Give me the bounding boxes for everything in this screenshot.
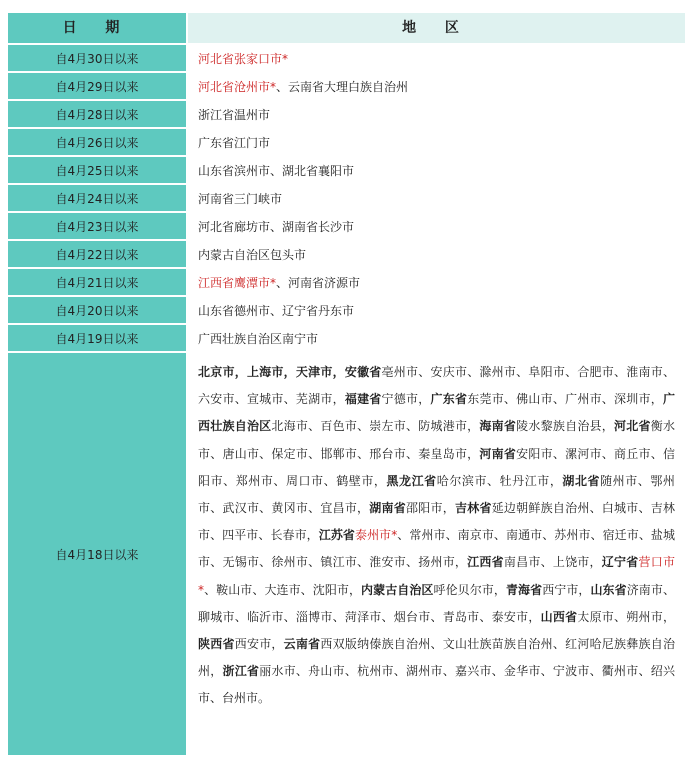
region-text: 内蒙古自治区 xyxy=(361,582,434,597)
region-text: 江苏省 xyxy=(318,528,355,543)
region-text: 丽水市、舟山市、杭州市、湖州市、嘉兴市、金华市、宁波市、衢州市、绍兴市、台州市。 xyxy=(198,664,675,706)
region-text: 北京市，上海市，天津市，安徽省 xyxy=(198,365,382,379)
region-cell xyxy=(188,129,685,155)
date-cell: 自4月29日以来 xyxy=(8,73,188,99)
region-column-header: 地 区 xyxy=(188,13,685,43)
table-row xyxy=(8,239,685,267)
region-text: 广东省江门市 xyxy=(198,135,271,150)
region-text: 邵阳市， xyxy=(406,501,455,516)
region-text: 青海省 xyxy=(505,582,543,597)
region-cell xyxy=(188,157,685,183)
region-text: 陵水黎族自治县， xyxy=(516,419,615,434)
region-text: 河北省廊坊市、湖南省长沙市 xyxy=(198,219,355,234)
region-text: 河北省张家口市* xyxy=(198,51,289,66)
table-row xyxy=(8,99,685,127)
region-text: 云南省 xyxy=(283,637,321,652)
region-text: 黑龙江省 xyxy=(386,473,437,488)
region-cell xyxy=(188,297,685,323)
region-table xyxy=(8,13,685,755)
region-text: 辽宁省 xyxy=(601,555,639,570)
region-text: 内蒙古自治区包头市 xyxy=(198,247,307,262)
region-text: 江西省 xyxy=(467,555,504,570)
region-text: 西安市， xyxy=(234,637,284,652)
date-cell: 自4月24日以来 xyxy=(8,185,188,211)
region-text: 广东省 xyxy=(430,392,468,407)
date-cell: 自4月20日以来 xyxy=(8,297,188,323)
table-row xyxy=(8,323,685,351)
date-cell: 自4月19日以来 xyxy=(8,325,188,351)
region-text: 河北省 xyxy=(614,419,651,434)
region-text: 济南市、聊城市、临沂市、淄博市、菏泽市、烟台市、青岛市、泰安市， xyxy=(198,582,675,624)
region-cell xyxy=(188,269,685,295)
table-row xyxy=(8,267,685,295)
date-cell: 自4月26日以来 xyxy=(8,129,188,155)
region-text: 陕西省 xyxy=(198,637,235,652)
table-row xyxy=(8,183,685,211)
region-text: 浙江省温州市 xyxy=(198,107,271,122)
region-cell xyxy=(188,45,685,71)
region-cell xyxy=(188,325,685,351)
region-text: 衡水市、唐山市、保定市、邯郸市、邢台市、秦皇岛市， xyxy=(198,419,675,461)
region-text: 山东省德州市、辽宁省丹东市 xyxy=(198,303,355,318)
table-row xyxy=(8,295,685,323)
region-text: 河南省 xyxy=(479,446,517,461)
date-cell: 自4月18日以来 xyxy=(8,353,188,755)
region-text: 东莞市、佛山市、广州市、深圳市， xyxy=(467,392,663,407)
region-cell xyxy=(188,241,685,267)
region-text: 广西壮族自治区南宁市 xyxy=(198,331,319,346)
table-header xyxy=(8,13,685,43)
region-cell xyxy=(188,185,685,211)
region-text: 延边朝鲜族自治州、白城市、吉林市、四平市、长春市， xyxy=(198,501,675,543)
region-text: 南昌市、上饶市， xyxy=(503,555,602,570)
region-text: 福建省 xyxy=(344,392,382,407)
region-text: 西宁市， xyxy=(542,582,591,597)
region-text: 呼伦贝尔市， xyxy=(433,582,506,597)
region-text: 、鞍山市、大连市、沈阳市， xyxy=(204,582,362,597)
region-text: 、河南省济源市 xyxy=(276,275,361,290)
region-text: 吉林省 xyxy=(454,501,492,516)
region-cell xyxy=(188,213,685,239)
date-cell: 自4月22日以来 xyxy=(8,241,188,267)
date-cell: 自4月30日以来 xyxy=(8,45,188,71)
table-row xyxy=(8,155,685,183)
region-text: 湖南省 xyxy=(369,501,407,516)
region-text: 营口市* xyxy=(198,555,675,597)
region-text: 太原市、朔州市， xyxy=(577,609,675,624)
table-row xyxy=(8,211,685,239)
region-cell xyxy=(188,73,685,99)
region-text: 、云南省大理白族自治州 xyxy=(276,79,409,94)
region-text: 浙江省 xyxy=(222,664,260,679)
region-text: 宁德市， xyxy=(381,392,431,407)
date-cell: 自4月25日以来 xyxy=(8,157,188,183)
region-text: 哈尔滨市、牡丹江市， xyxy=(436,473,563,488)
table-row xyxy=(8,43,685,71)
region-text: 山东省滨州市、湖北省襄阳市 xyxy=(198,163,355,178)
region-text: 泰州市* xyxy=(355,528,398,543)
date-column-header: 日 期 xyxy=(8,13,188,43)
date-cell: 自4月21日以来 xyxy=(8,269,188,295)
table-row xyxy=(8,351,685,755)
region-text: 河南省三门峡市 xyxy=(198,191,283,206)
region-cell xyxy=(188,353,685,755)
table-row xyxy=(8,127,685,155)
region-text: 北海市、百色市、崇左市、防城港市， xyxy=(271,419,480,434)
region-text: 山西省 xyxy=(540,609,578,624)
region-text: 、常州市、南京市、南通市、苏州市、宿迁市、盐城市、无锡市、徐州市、镇江市、淮安市、扬州市， xyxy=(198,528,675,570)
region-text: 安阳市、漯河市、商丘市、信阳市、郑州市、周口市、鹤壁市， xyxy=(198,446,675,488)
region-text: 湖北省 xyxy=(562,473,601,488)
region-text: 山东省 xyxy=(590,582,627,597)
table-row xyxy=(8,71,685,99)
region-text: 河北省沧州市* xyxy=(198,79,277,94)
region-cell xyxy=(188,101,685,127)
region-text: 亳州市、安庆市、滁州市、阜阳市、合肥市、淮南市、六安市、宣城市、芜湖市， xyxy=(198,365,675,407)
date-cell: 自4月23日以来 xyxy=(8,213,188,239)
region-text: 西双版纳傣族自治州、文山壮族苗族自治州、红河哈尼族彝族自治州， xyxy=(198,637,675,679)
date-cell: 自4月28日以来 xyxy=(8,101,188,127)
region-text: 广西壮族自治区 xyxy=(198,392,675,434)
region-text: 江西省鹰潭市* xyxy=(198,275,277,290)
region-text: 海南省 xyxy=(479,419,517,434)
table-body xyxy=(8,43,685,755)
region-text: 随州市、鄂州市、武汉市、黄冈市、宜昌市， xyxy=(198,473,675,516)
